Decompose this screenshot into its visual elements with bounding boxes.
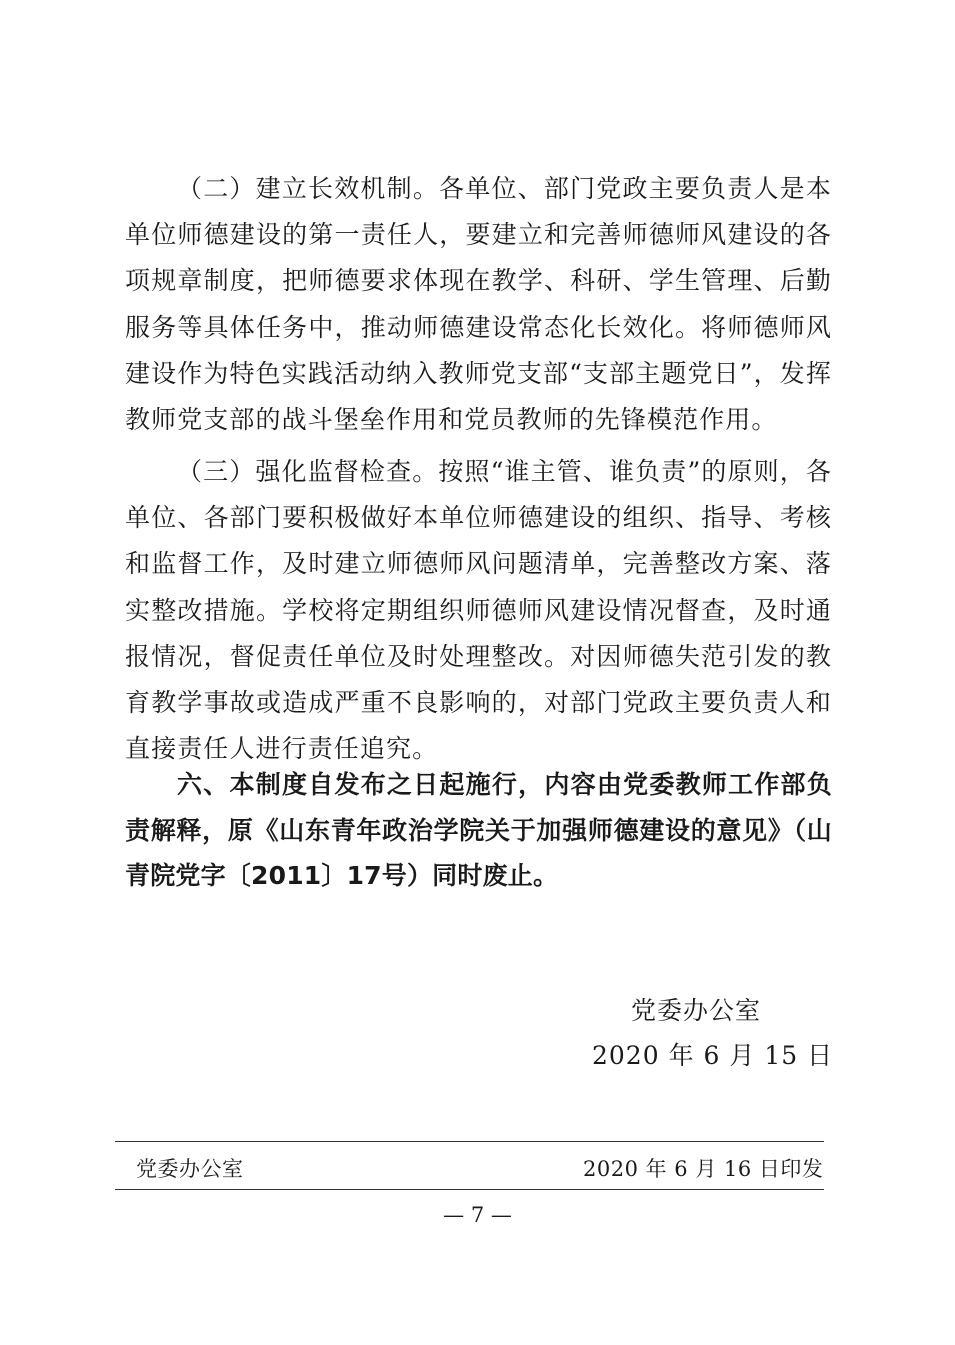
footer-issued-date: 2020 年 6 月 16 日印发 — [583, 1157, 824, 1181]
footer-top-rule — [115, 1141, 824, 1142]
footer-bottom-rule — [115, 1189, 824, 1190]
signature-date: 2020 年 6 月 15 日 — [592, 1041, 834, 1070]
paragraph-supervision-inspection: （三）强化监督检查。按照“谁主管、谁负责”的原则，各单位、各部门要积极做好本单位师德建设的组织、指导、考核和监督工作，及时建立师德师风问题清单，完善整改方案、落实整改措施。学校将定期组织师德师风建设情况督查，及时通报情况，督促责任单位及时处理整改。对因师德失范引发的教育教学事故或造成严重不良影响的，对部门党政主要负责人和直接责任人进行责任追究。 — [125, 457, 832, 764]
paragraph-effective-date: 六、本制度自发布之日起施行，内容由党委教师工作部负责解释，原《山东青年政治学院关于加强师德建设的意见》（山青院党字〔2011〕17号）同时废止。 — [125, 770, 832, 890]
footer-issuer: 党委办公室 — [136, 1157, 244, 1181]
page-number: — 7 — — [443, 1203, 512, 1227]
paragraph-long-term-mechanism: （二）建立长效机制。各单位、部门党政主要负责人是本单位师德建设的第一责任人，要建立和完善师德师风建设的各项规章制度，把师德要求体现在教学、科研、学生管理、后勤服务等具体任务中，推动师德建设常态化长效化。将师德师风建设作为特色实践活动纳入教师党支部“支部主题党日”，发挥教师党支部的战斗堡垒作用和党员教师的先锋模范作用。 — [125, 174, 832, 435]
signature-office: 党委办公室 — [631, 996, 762, 1025]
